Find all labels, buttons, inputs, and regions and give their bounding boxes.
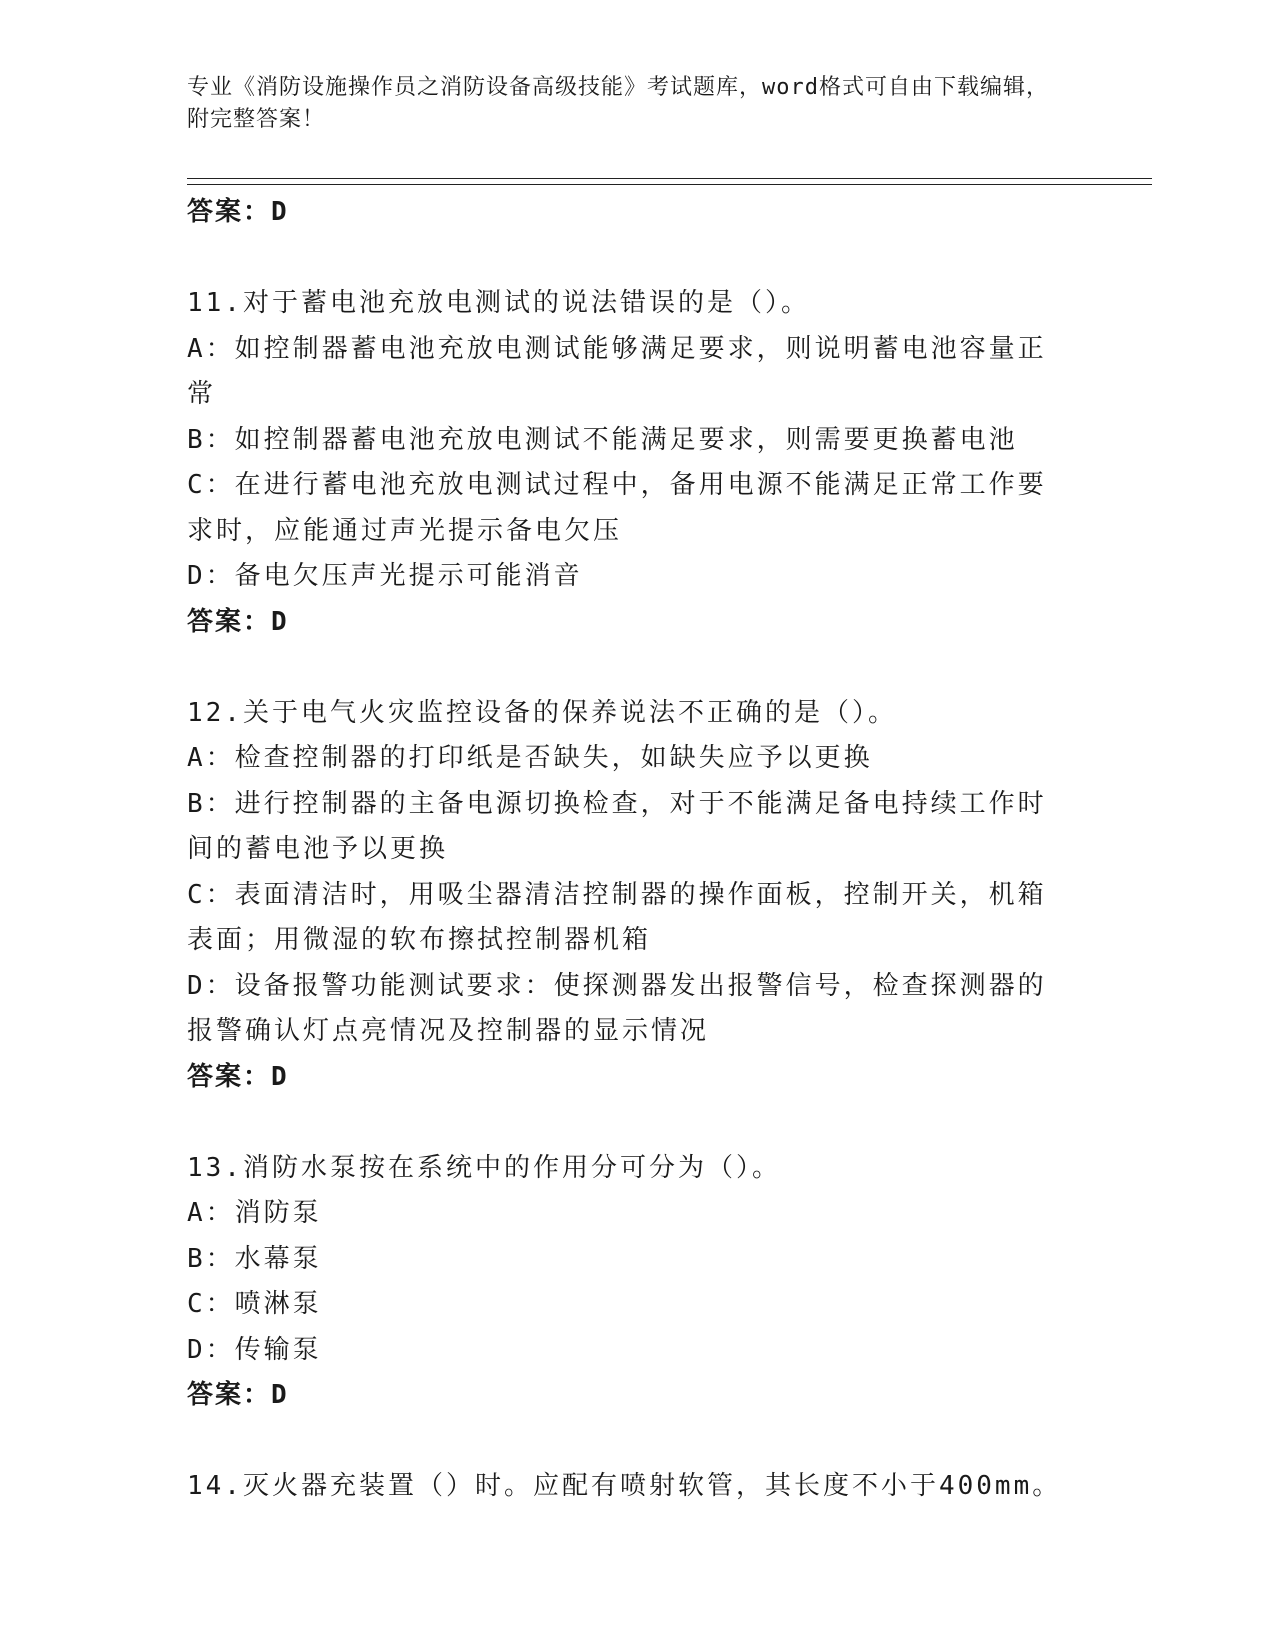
question-stem: 11.对于蓄电池充放电测试的说法错误的是（）。 [187, 288, 810, 318]
option-b: B：水幕泵 [187, 1243, 322, 1274]
spacer [187, 236, 1087, 282]
question-14 [187, 1464, 1087, 1510]
option-a: A：消防泵 [187, 1198, 322, 1228]
option-a: A：如控制器蓄电池充放电测试能够满足要求，则说明蓄电池容量正常 [187, 333, 1047, 409]
question-stem: 13.消防水泵按在系统中的作用分可分为（）。 [187, 1152, 781, 1183]
option-d: D：备电欠压声光提示可能消音 [187, 561, 583, 591]
spacer [187, 1100, 1087, 1146]
question-list [187, 190, 1087, 1510]
option-c: C：在进行蓄电池充放电测试过程中，备用电源不能满足正常工作要求时，应能通过声光提示备电欠压 [187, 470, 1047, 546]
answer-label: 答案：D [187, 1380, 289, 1410]
option-d: D：设备报警功能测试要求：使探测器发出报警信号，检查探测器的报警确认灯点亮情况及控制器的显示情况 [187, 970, 1047, 1046]
question-stem: 14.灭火器充装置（）时。应配有喷射软管，其长度不小于400mm。 [187, 1471, 1062, 1501]
option-b: B：进行控制器的主备电源切换检查，对于不能满足备电持续工作时间的蓄电池予以更换 [187, 788, 1047, 864]
spacer [187, 1419, 1087, 1465]
option-c: C：表面清洁时，用吸尘器清洁控制器的操作面板，控制开关，机箱表面；用微湿的软布擦拭控制器机箱 [187, 879, 1047, 955]
answer-label: 答案：D [187, 1061, 289, 1092]
question-11 [187, 281, 1087, 645]
option-b: B：如控制器蓄电池充放电测试不能满足要求，则需要更换蓄电池 [187, 424, 1018, 455]
option-a: A：检查控制器的打印纸是否缺失，如缺失应予以更换 [187, 743, 873, 773]
question-stem: 12.关于电气火灾监控设备的保养说法不正确的是（）。 [187, 697, 897, 728]
option-d: D：传输泵 [187, 1334, 322, 1365]
question-12 [187, 691, 1087, 1101]
answer-label: 答案：D [187, 606, 289, 637]
spacer [187, 645, 1087, 691]
header-rule-bottom [187, 184, 1152, 185]
question-13 [187, 1146, 1087, 1419]
option-c: C：喷淋泵 [187, 1289, 322, 1319]
document-header: 专业《消防设施操作员之消防设备高级技能》考试题库，word格式可自由下载编辑，附完整答案！ [187, 75, 1049, 132]
header-rule-top [187, 178, 1152, 179]
previous-answer: 答案：D [187, 197, 289, 227]
